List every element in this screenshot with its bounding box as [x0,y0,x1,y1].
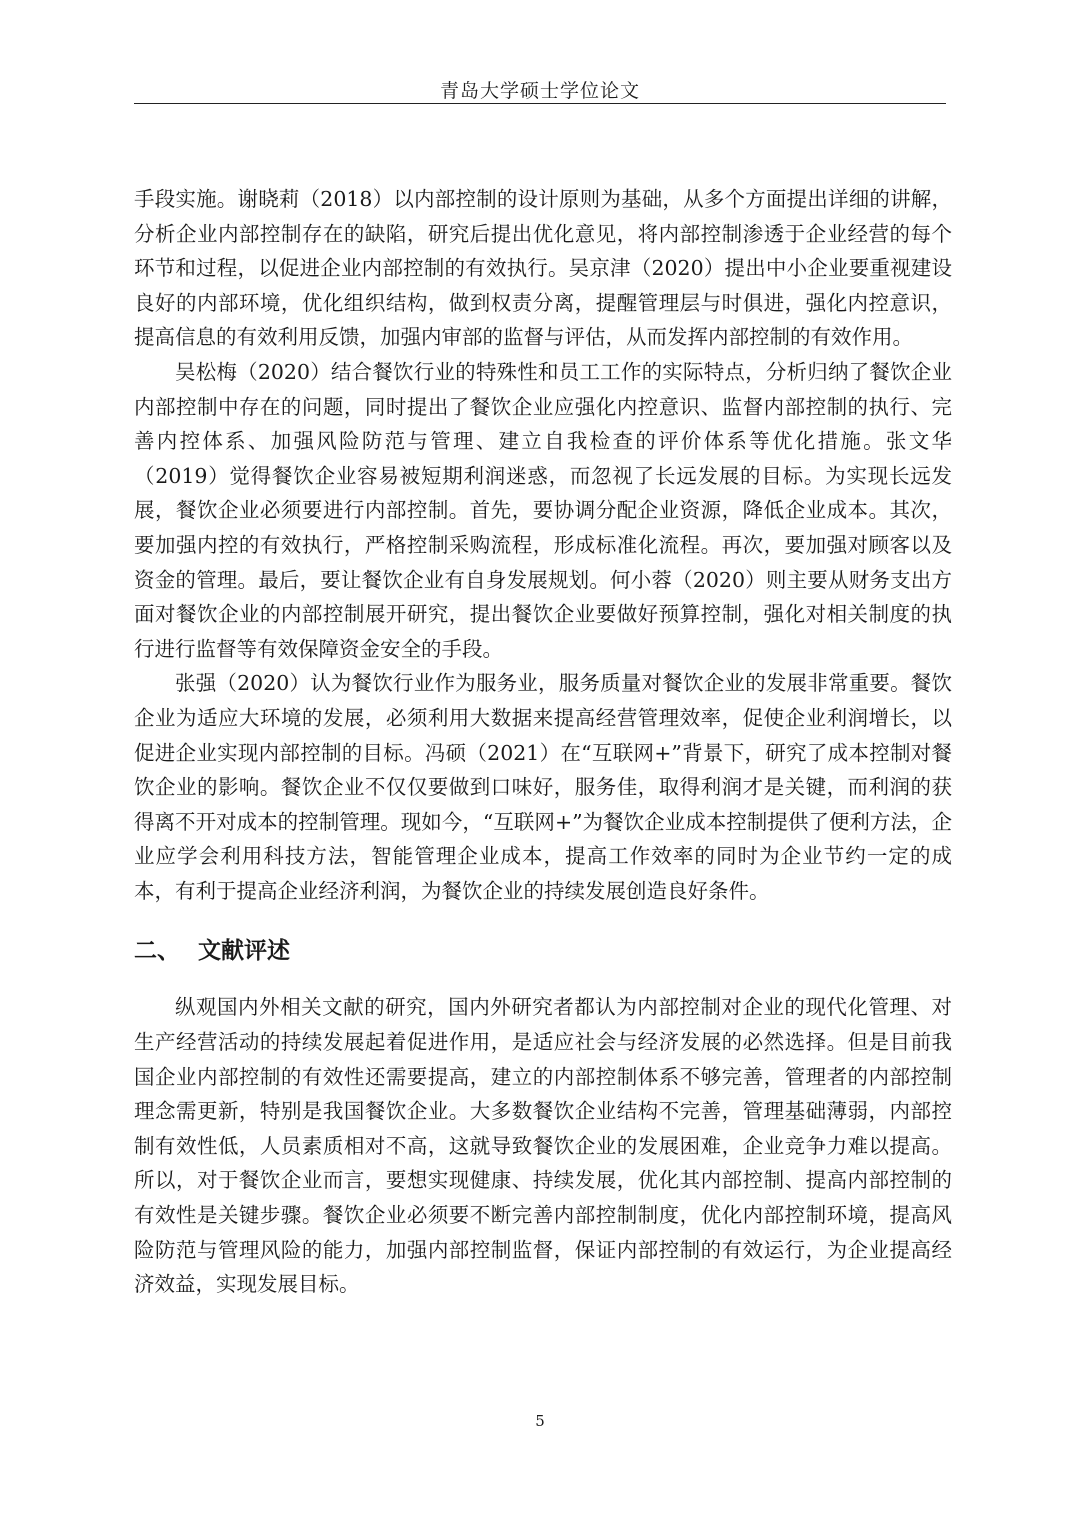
section-title: 文献评述 [198,938,290,965]
page-number: 5 [535,1412,545,1430]
section-number: 二、 [134,938,180,965]
section-heading [134,930,952,972]
header-divider [134,103,946,104]
page-body [134,182,952,1302]
body-paragraph-continued: 手段实施。谢晓莉（2018）以内部控制的设计原则为基础，从多个方面提出详细的讲解，分析企业内部控制存在的缺陷，研究后提出优化意见，将内部控制渗透于企业经营的每个环节和过程，以促进企业内部控制的有效执行。吴京津（2020）提出中小企业要重视建设良好的内部环境，优化组织结构，做到权责分离，提醒管理层与时俱进，强化内控意识，提高信息的有效利用反馈，加强内审部的监督与评估，从而发挥内部控制的有效作用。 [134,187,952,350]
body-paragraph: 张强（2020）认为餐饮行业作为服务业，服务质量对餐饮企业的发展非常重要。餐饮企业为适应大环境的发展，必须利用大数据来提高经营管理效率，促使企业利润增长，以促进企业实现内部控制的目标。冯硕（2021）在“互联网+”背景下，研究了成本控制对餐饮企业的影响。餐饮企业不仅仅要做到口味好，服务佳，取得利润才是关键，而利润的获得离不开对成本的控制管理。现如今，“互联网+”为餐饮企业成本控制提供了便利方法，企业应学会利用科技方法，智能管理企业成本，提高工作效率的同时为企业节约一定的成本，有利于提高企业经济利润，为餐饮企业的持续发展创造良好条件。 [134,671,952,903]
section-paragraph: 纵观国内外相关文献的研究，国内外研究者都认为内部控制对企业的现代化管理、对生产经营活动的持续发展起着促进作用，是适应社会与经济发展的必然选择。但是目前我国企业内部控制的有效性还需要提高，建立的内部控制体系不够完善，管理者的内部控制理念需更新，特别是我国餐饮企业。大多数餐饮企业结构不完善，管理基础薄弱，内部控制有效性低，人员素质相对不高，这就导致餐饮企业的发展困难，企业竞争力难以提高。所以，对于餐饮企业而言，要想实现健康、持续发展，优化其内部控制、提高内部控制的有效性是关键步骤。餐饮企业必须要不断完善内部控制制度，优化内部控制环境，提高风险防范与管理风险的能力，加强内部控制监督，保证内部控制的有效运行，为企业提高经济效益，实现发展目标。 [134,995,952,1297]
body-paragraph: 吴松梅（2020）结合餐饮行业的特殊性和员工工作的实际特点，分析归纳了餐饮企业内部控制中存在的问题，同时提出了餐饮企业应强化内控意识、监督内部控制的执行、完善内控体系、加强风险防范与管理、建立自我检查的评价体系等优化措施。张文华（2019）觉得餐饮企业容易被短期利润迷惑，而忽视了长远发展的目标。为实现长远发展，餐饮企业必须要进行内部控制。首先，要协调分配企业资源，降低企业成本。其次，要加强内控的有效执行，严格控制采购流程，形成标准化流程。再次，要加强对顾客以及资金的管理。最后，要让餐饮企业有自身发展规划。何小蓉（2020）则主要从财务支出方面对餐饮企业的内部控制展开研究，提出餐饮企业要做好预算控制，强化对相关制度的执行进行监督等有效保障资金安全的手段。 [134,359,952,661]
running-header-title: 青岛大学硕士学位论文 [439,80,640,102]
